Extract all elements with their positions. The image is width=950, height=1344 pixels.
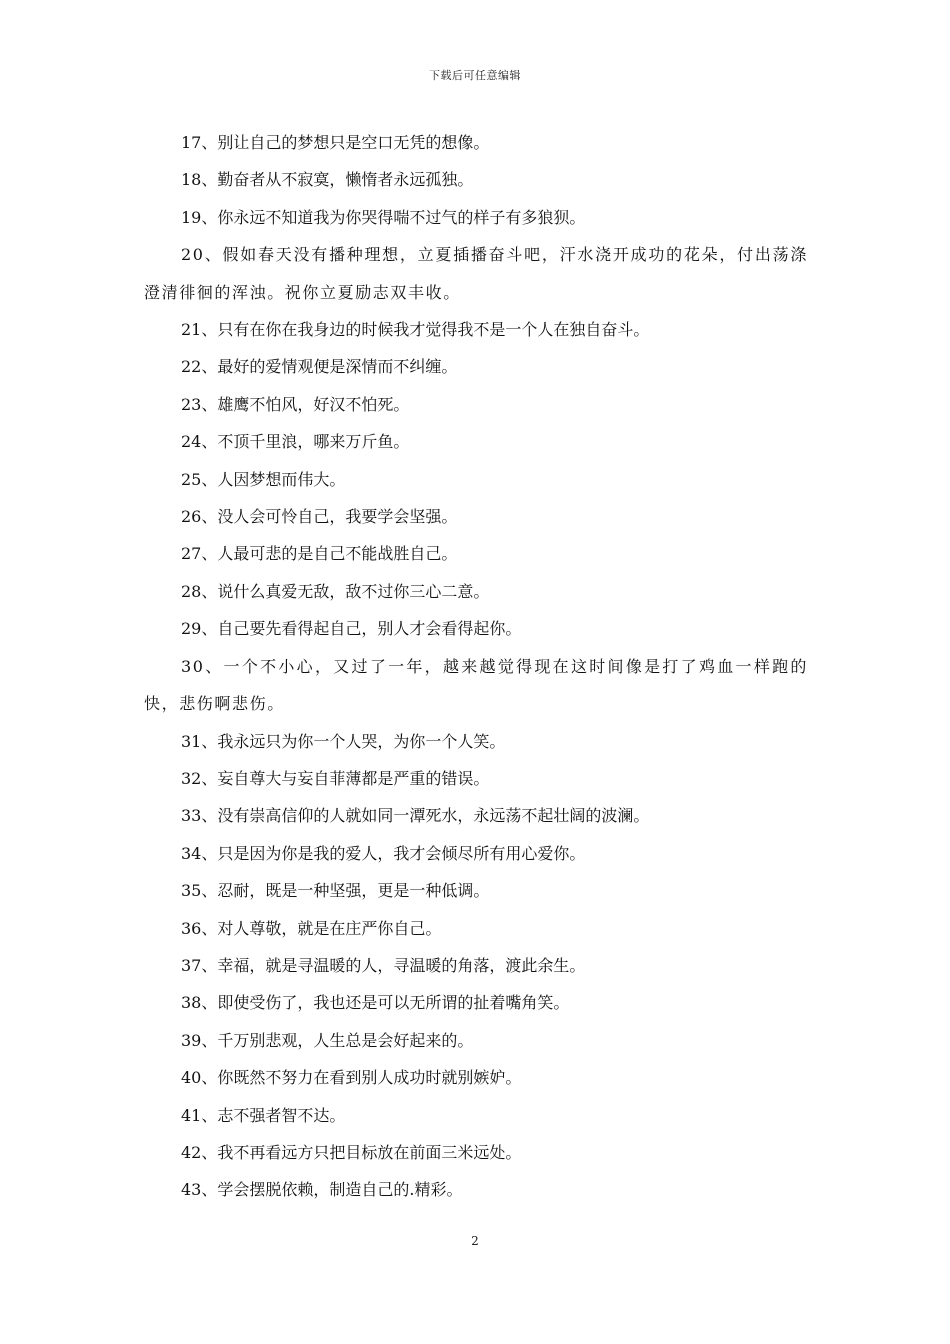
page-number: 2 — [471, 1234, 479, 1248]
paragraph-28: 28、说什么真爱无敌，敌不过你三心二意。 — [181, 581, 490, 601]
paragraph-33: 33、没有崇高信仰的人就如同一潭死水，永远荡不起壮阔的波澜。 — [181, 806, 650, 826]
paragraph-18: 18、勤奋者从不寂寞，懒惰者永远孤独。 — [181, 170, 474, 190]
paragraph-17: 17、别让自己的梦想只是空口无凭的想像。 — [181, 133, 490, 152]
paragraph-24: 24、不顶千里浪，哪来万斤鱼。 — [181, 432, 410, 452]
paragraph-31: 31、我永远只为你一个人哭，为你一个人笑。 — [181, 731, 506, 751]
paragraph-29: 29、自己要先看得起自己，别人才会看得起你。 — [181, 619, 522, 639]
paragraph-38: 38、即使受伤了，我也还是可以无所谓的扯着嘴角笑。 — [181, 993, 570, 1013]
paragraph-25: 25、人因梦想而伟大。 — [181, 469, 346, 489]
paragraph-32: 32、妄自尊大与妄自菲薄都是严重的错误。 — [181, 768, 490, 788]
paragraph-22: 22、最好的爱情观便是深情而不纠缠。 — [181, 357, 458, 377]
page-header: 下载后可任意编辑 — [429, 69, 521, 82]
paragraph-20: 20、假如春天没有播种理想，立夏插播奋斗吧，汗水浇开成功的花朵，付出荡涤澄清徘徊的浑浊。祝你立夏励志双丰收。 — [144, 245, 808, 302]
paragraph-37: 37、幸福，就是寻温暖的人，寻温暖的角落，渡此余生。 — [181, 955, 586, 975]
paragraph-27: 27、人最可悲的是自己不能战胜自己。 — [181, 544, 458, 564]
paragraph-19: 19、你永远不知道我为你哭得喘不过气的样子有多狼狈。 — [181, 207, 586, 227]
paragraph-35: 35、忍耐，既是一种坚强，更是一种低调。 — [181, 881, 490, 901]
paragraph-36: 36、对人尊敬，就是在庄严你自己。 — [181, 918, 442, 938]
paragraph-34: 34、只是因为你是我的爱人，我才会倾尽所有用心爱你。 — [181, 843, 586, 863]
paragraph-26: 26、没人会可怜自己，我要学会坚强。 — [181, 507, 458, 527]
paragraph-21: 21、只有在你在我身边的时候我才觉得我不是一个人在独自奋斗。 — [181, 320, 650, 340]
paragraph-42: 42、我不再看远方只把目标放在前面三米远处。 — [181, 1142, 522, 1162]
paragraph-30: 30、一个不小心，又过了一年，越来越觉得现在这时间像是打了鸡血一样跑的快，悲伤啊悲伤。 — [144, 656, 808, 714]
paragraph-43: 43、学会摆脱依赖，制造自己的.精彩。 — [181, 1180, 463, 1200]
paragraph-41: 41、志不强者智不达。 — [181, 1105, 346, 1125]
paragraph-40: 40、你既然不努力在看到别人成功时就别嫉妒。 — [181, 1068, 522, 1088]
document-body — [144, 124, 808, 1209]
paragraph-39: 39、千万别悲观，人生总是会好起来的。 — [181, 1030, 474, 1050]
paragraph-23: 23、雄鹰不怕风，好汉不怕死。 — [181, 394, 410, 414]
